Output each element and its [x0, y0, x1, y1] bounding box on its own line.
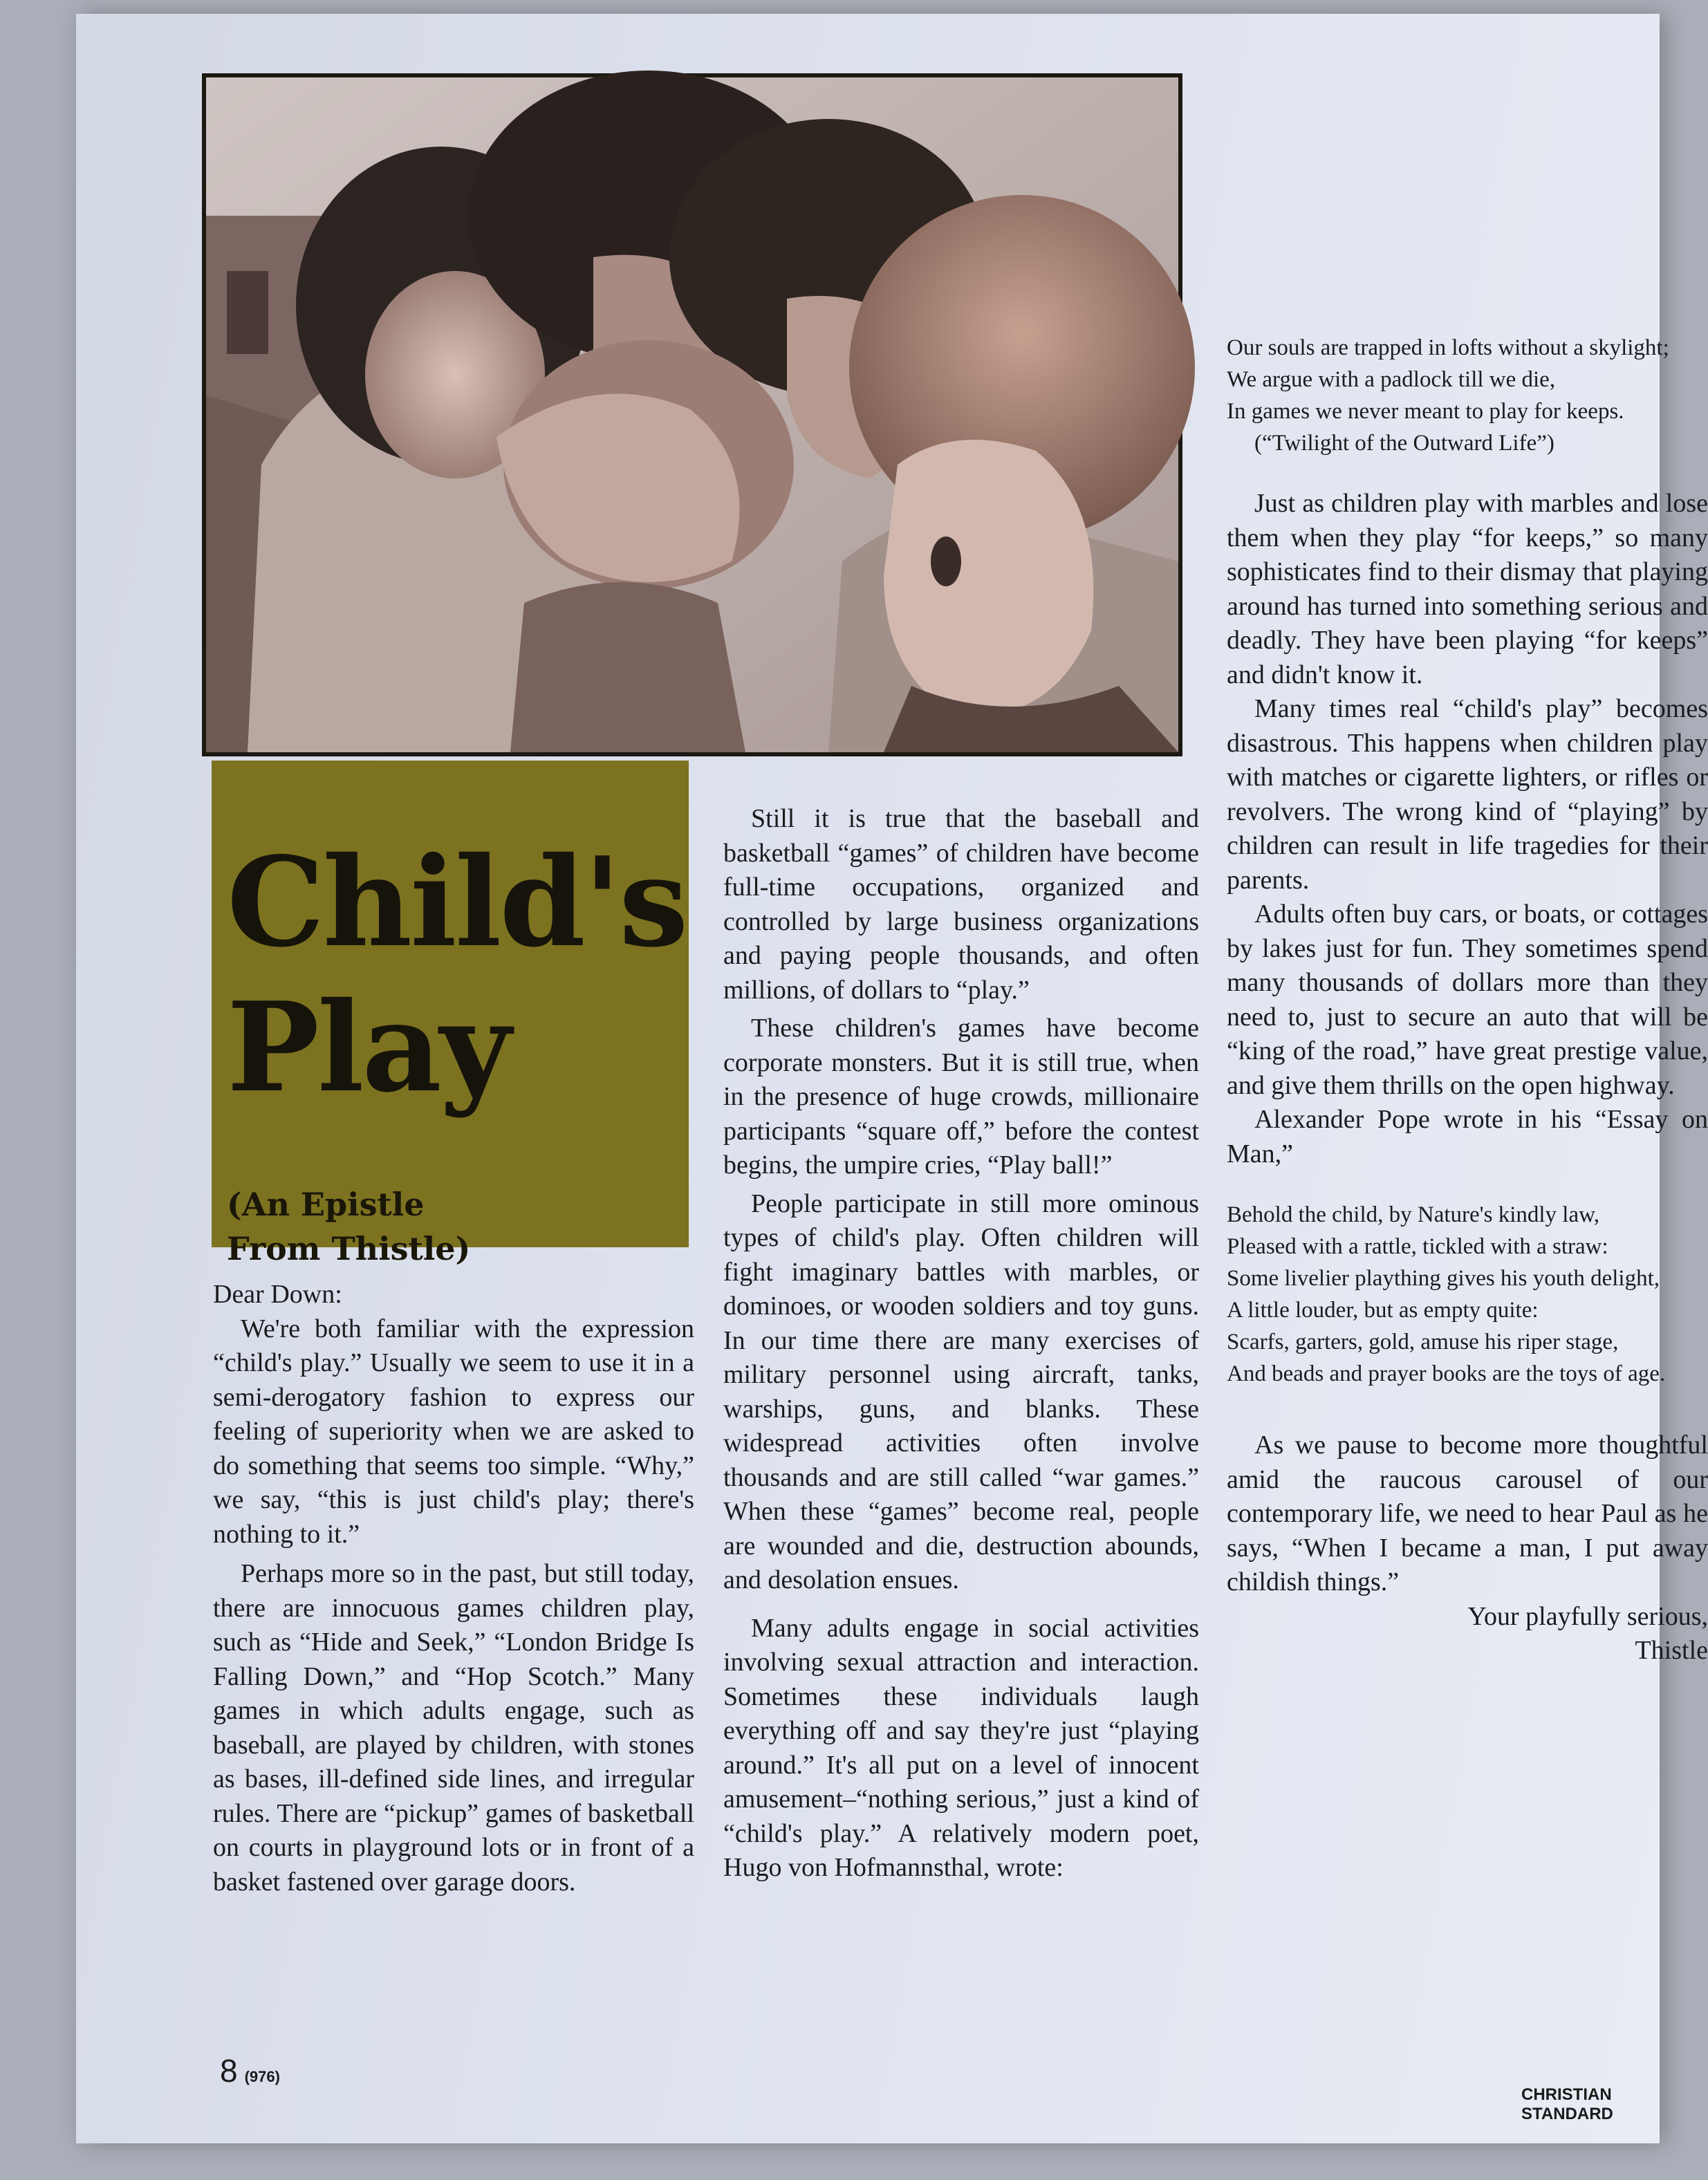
poem-line: Behold the child, by Nature's kindly law, — [1227, 1202, 1600, 1227]
headline — [227, 830, 687, 1120]
paragraph: Adults often buy cars, or boats, or cottages by lakes just for fun. They sometimes spend many thousands of dollars more than they need to, just to secure an auto that will be “king of the road,” have great prestige value, and give them thrills on the open highway. — [1227, 900, 1708, 1100]
poem-line: Scarfs, garters, gold, amuse his riper stage, — [1227, 1330, 1619, 1354]
paragraph: Still it is true that the baseball and basketball “games” of children have become full-time occupations, organized and controlled by large business organizations and paying people thousands, and often millions, of dollars to “play.” — [723, 804, 1199, 1005]
poem-line: A little louder, but as empty quite: — [1227, 1298, 1539, 1323]
subtitle-line2: From Thistle) — [227, 1230, 471, 1267]
publication-name: CHRISTIAN STANDARD — [1521, 2085, 1613, 2123]
closing-paragraph: As we pause to become more thoughtful amid the raucous carousel of our contemporary life, we need to hear Paul as he says, “When I became a man, I put away childish things.” — [1227, 1431, 1708, 1596]
poem-hofmannsthal — [1227, 332, 1708, 459]
paragraph: Just as children play with marbles and lose them when they play “for keeps,” so many sophisticates find to their dismay that playing around has turned into something serious and deadly. They have been playing “for keeps” and didn't know it. — [1227, 489, 1708, 689]
page-number-value: 8 — [220, 2053, 238, 2089]
article-column-1 — [213, 1278, 694, 1899]
subtitle — [227, 1182, 672, 1271]
spacer — [1227, 1171, 1708, 1199]
magazine-page — [76, 14, 1708, 2143]
poem-line: Some livelier plaything gives his youth delight, — [1227, 1266, 1660, 1291]
poem-line: Pleased with a rattle, tickled with a straw: — [1227, 1234, 1608, 1259]
children-huddle-photo — [202, 73, 1182, 756]
headline-line1: Child's — [227, 830, 687, 974]
subtitle-line1: (An Epistle — [227, 1186, 425, 1223]
paragraph: We're both familiar with the expression “child's play.” Usually we seem to use it in a semi-derogatory fashion to express our feeling of superiority when we are asked to do something that seems too simple. “Why,” we say, “this is just child's play; there's nothing to it.” — [213, 1314, 694, 1549]
signoff-line1: Your playfully serious, — [1467, 1601, 1708, 1631]
poem-line: We argue with a padlock till we die, — [1227, 367, 1556, 392]
headline-line2: Play — [227, 975, 510, 1119]
poem-line: In games we never meant to play for keeps. — [1227, 399, 1624, 424]
article-column-3 — [1227, 332, 1708, 1668]
poem-attribution: (“Twilight of the Outward Life”) — [1254, 431, 1554, 456]
poem-line: Our souls are trapped in lofts without a skylight; — [1227, 335, 1669, 360]
paragraph: Perhaps more so in the past, but still today, there are innocuous games children play, such as “Hide and Seek,” “London Bridge Is Falling Down,” and “Hop Scotch.” Many games in which adults engage, such as baseball, are played by children, with stones as bases, ill-defined side lines, and irregular rules. There are “pickup” games of basketball on courts in playground lots or in front of a basket fastened over garage doors. — [213, 1559, 694, 1897]
page-number — [220, 2052, 280, 2089]
salutation: Dear Down: — [213, 1280, 342, 1309]
photo-image — [206, 77, 1178, 752]
paragraph: People participate in still more ominous types of child's play. Often children will fight imaginary battles with marbles, or dominoes, or wooden soldiers and toy guns. In our time there are many exercises of military personnel using aircraft, tanks, warships, guns, and blanks. These widespread activities often involve thousands and are still called “war games.” When these “games” become real, people are wounded and die, destruction abounds, and desolation ensues. — [723, 1189, 1199, 1594]
poem-pope — [1227, 1199, 1708, 1390]
signoff-name: Thistle — [1635, 1636, 1708, 1665]
spacer — [1227, 1390, 1708, 1428]
paragraph: Many times real “child's play” becomes disastrous. This happens when children play with matches or cigarette lighters, or rifles or revolvers. The wrong kind of “playing” by children can result in life tragedies for their parents. — [1227, 694, 1708, 895]
paragraph: These children's games have become corporate monsters. But it is still true, when in the presence of huge crowds, millionaire participants “square off,” before the contest begins, the umpire cries, “Play ball!” — [723, 1014, 1199, 1180]
poem-line: And beads and prayer books are the toys of age. — [1227, 1361, 1666, 1386]
title-box — [212, 761, 689, 1267]
page-total: (976) — [244, 2068, 280, 2085]
paragraph: Alexander Pope wrote in his “Essay on Man,” — [1227, 1105, 1708, 1168]
article-column-2 — [723, 802, 1199, 1885]
paragraph: Many adults engage in social activities involving sexual attraction and interaction. Sometimes these individuals laugh everything off and say they're just “playing around.” It's all put on a level of innocent amusement–“nothing serious,” just a kind of “child's play.” A relatively modern poet, Hugo von Hofmannsthal, wrote: — [723, 1613, 1199, 1882]
